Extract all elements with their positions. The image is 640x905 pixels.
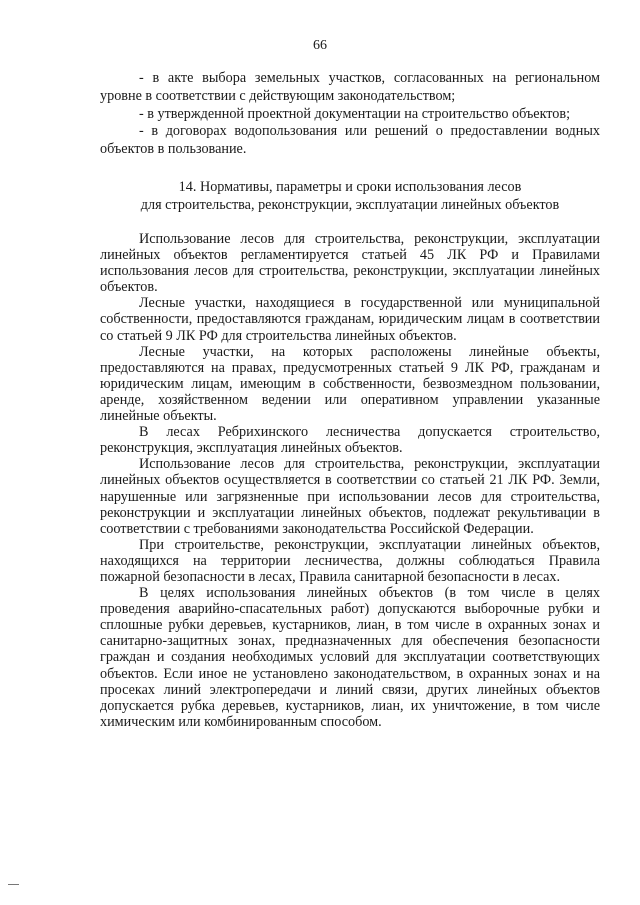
list-item: - в утвержденной проектной документации на строительство объектов; (139, 105, 571, 122)
list-item: - в договорах водопользования или решений о предоставлении водных объектов в пользование. (100, 123, 600, 158)
section-body (100, 231, 600, 730)
paragraph: Использование лесов для строительства, реконструкции, эксплуатации линейных объектов регламентируется статьей 45 ЛК РФ и Правилами использования лесов для строительства, реконструкции, эксплуатации линейных объектов. (100, 231, 600, 296)
paragraph: Лесные участки, на которых расположены линейные объекты, предоставляются на правах, предусмотренных статьей 9 ЛК РФ, гражданам и юридическим лицам, имеющим в собственности, безвозмездном пользовании, аренде, хозяйственном ведении или оперативном управлении указанные линейные объекты. (100, 343, 600, 425)
section-heading (100, 179, 600, 215)
paragraph: Использование лесов для строительства, реконструкции, эксплуатации линейных объектов осуществляется в соответствии со статьей 21 ЛК РФ. Земли, нарушенные или загрязненные при использовании лесов для строительства, реконструкции и эксплуатации линейных объектов, подлежат рекультивации в соответствии с требованиями законодательства Российской Федерации. (100, 456, 600, 537)
paragraph: В лесах Ребрихинского лесничества допускается строительство, реконструкция, эксплуатация линейных объектов. (100, 424, 600, 457)
list-item: - в акте выбора земельных участков, согласованных на региональном уровне в соответствии с действующим законодательством; (100, 70, 600, 104)
document-list (100, 70, 600, 159)
paragraph: Лесные участки, находящиеся в государственной или муниципальной собственности, предоставляются гражданам, юридическим лицам в соответствии со статьей 9 ЛК РФ для строительства линейных объектов. (100, 295, 600, 344)
section-heading-line: 14. Нормативы, параметры и сроки использования лесов (178, 179, 522, 195)
margin-mark (8, 884, 19, 885)
page-number: 66 (313, 38, 327, 53)
section-heading-line: для строительства, реконструкции, эксплуатации линейных объектов (140, 196, 560, 213)
paragraph: В целях использования линейных объектов (в том числе в целях проведения аварийно-спасательных работ) допускаются выборочные рубки и сплошные рубки деревьев, кустарников, лиан, в том числе в охранных зонах и санитарно-защитных зонах, предназначенных для обеспечения безопасности граждан и создания необходимых условий для эксплуатации соответствующих объектов. Если иное не установлено законодательством, в охранных зонах и на просеках линий электропередачи и линий связи, других линейных объектов допускается рубка деревьев, кустарников, лиан, их уничтожение, в том числе химическим или комбинированным способом. (100, 585, 600, 730)
paragraph: При строительстве, реконструкции, эксплуатации линейных объектов, находящихся на территории лесничества, должны соблюдаться Правила пожарной безопасности в лесах, Правила санитарной безопасности в лесах. (100, 536, 600, 585)
